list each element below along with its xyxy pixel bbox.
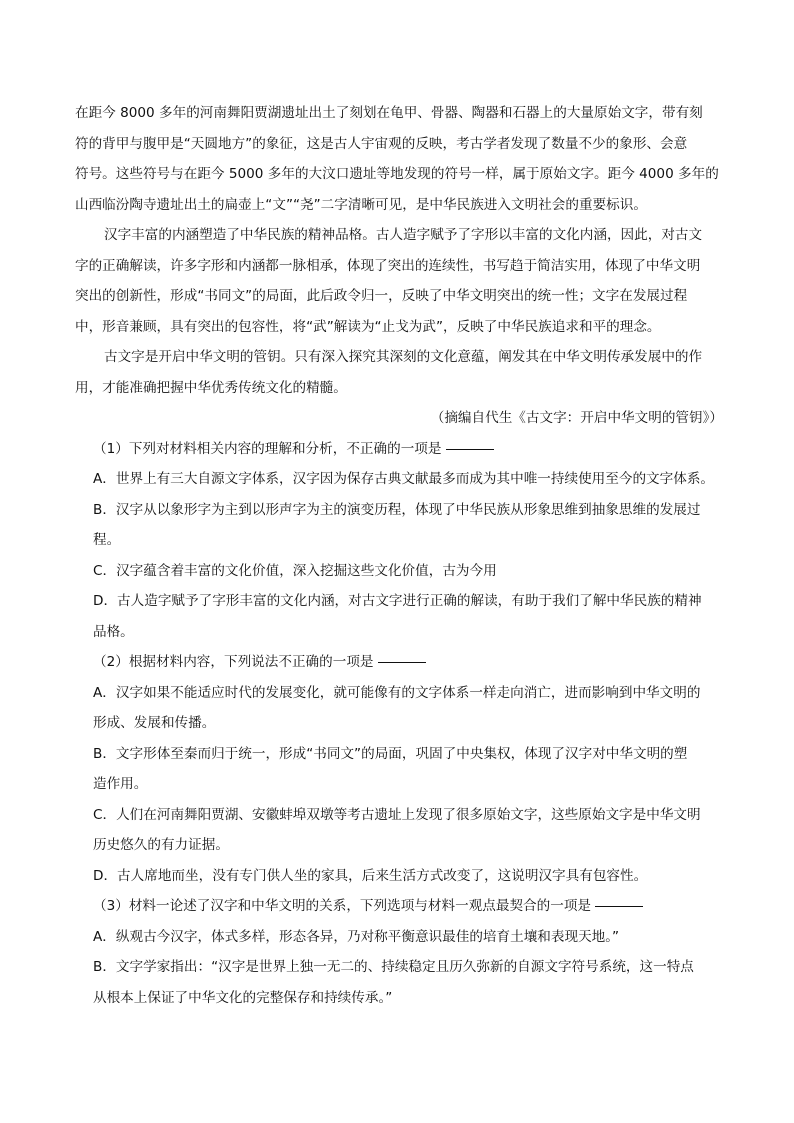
option-a-cont: 形成、发展和传播。 [93,715,216,731]
option-b: B．文字形体至秦而归于统一，形成“书同文”的局面，巩固了中央集权，体现了汉字对中华文明的塑 [93,745,688,762]
text-line: 古文字是开启中华文明的管钥。只有深入探究其深刻的文化意蕴，阐发其在中华文明传承发展中的作 [104,349,703,365]
paragraph-2 [75,220,723,342]
text-line: 中，形音兼顾，具有突出的包容性，将“武”解读为“止戈为武”，反映了中华民族追求和平的理念。 [75,318,661,335]
option-b: B．文字学家指出：“汉字是世界上独一无二的、持续稳定且历久弥新的自源文字符号系统，这一特点 [93,959,694,975]
question-2 [75,647,723,891]
option-b-cont: 从根本上保证了中华文化的完整保存和持续传承。” [93,989,393,1006]
option-b: B．汉字从以象形字为主到以形声字为主的演变历程，体现了中华民族从形象思维到抽象思维的发展过 [93,501,701,518]
answer-blank[interactable] [378,661,426,663]
question-stem [75,891,723,922]
text-line: 汉字丰富的内涵塑造了中华民族的精神品格。古人造字赋予了字形以丰富的文化内涵，因此，对古文 [104,227,703,243]
option-c: C．人们在河南舞阳贾湖、安徽蚌埠双墩等考古遗址上发现了很多原始文字，这些原始文字是中华文明 [93,806,701,823]
question-1 [75,434,723,648]
text-line: 突出的创新性，形成“书同文”的局面，此后政令归一，反映了中华文明突出的统一性；文字在发展过程 [75,288,688,304]
text-line: 符的背甲与腹甲是“天圆地方”的象征，这是古人宇宙观的反映，考古学者发现了数量不少的象形、会意 [75,135,688,152]
option-d: D．古人造字赋予了字形丰富的文化内涵，对古文字进行正确的解读，有助于我们了解中华民族的精神 [93,593,702,609]
option-a: A．纵观古今汉字，体式多样，形态各异，乃对称平衡意识最佳的培育土壤和表现天地。” [93,928,620,945]
paragraph-3 [75,342,723,403]
text-line: 符号。这些符号与在距今 5000 多年的大汶口遗址等地发现的符号一样，属于原始文字。距今 4000 多年的 [75,166,719,182]
text-line: 在距今 8000 多年的河南舞阳贾湖遗址出土了刻划在龟甲、骨器、陶器和石器上的大量原始文字，带有刻 [75,105,703,121]
option-a: A．汉字如果不能适应时代的发展变化，就可能像有的文字体系一样走向消亡，进而影响到中华文明的 [93,684,701,701]
question-stem [75,434,723,465]
document-body [75,98,723,1013]
option-b-cont: 造作用。 [93,776,148,792]
paragraph-1 [75,98,723,220]
question-3 [75,891,723,1013]
option-a: A．世界上有三大自源文字体系，汉字因为保存古典文献最多而成为其中唯一持续使用至今的文字体系。 [93,471,715,487]
option-b-cont: 程。 [93,532,121,548]
option-d: D．古人席地而坐，没有专门供人坐的家具，后来生活方式改变了，这说明汉字具有包容性。 [93,867,648,884]
answer-blank[interactable] [446,448,494,450]
question-stem-text: （2）根据材料内容，下列说法不正确的一项是 [93,654,374,670]
option-d-cont: 品格。 [93,623,134,640]
question-stem-text: （3）材料一论述了汉字和中华文明的关系，下列选项与材料一观点最契合的一项是 [93,898,592,914]
text-line: 山西临汾陶寺遗址出土的扁壶上“文”“尧”二字清晰可见，是中华民族进入文明社会的重要标识。 [75,196,647,213]
text-line: 用，才能准确把握中华优秀传统文化的精髓。 [75,379,347,396]
question-stem [75,647,723,678]
text-line: 字的正确解读，许多字形和内涵都一脉相承，体现了突出的连续性，书写趋于简洁实用，体现了中华文明 [75,257,701,274]
source-citation: （摘编自代生《古文字：开启中华文明的管钥》） [430,410,723,426]
option-c-cont: 历史悠久的有力证据。 [93,837,229,853]
answer-blank[interactable] [595,905,643,907]
question-stem-text: （1）下列对材料相关内容的理解和分析，不正确的一项是 [93,440,442,457]
option-c: C．汉字蕴含着丰富的文化价值，深入挖掘这些文化价值，古为今用 [93,562,497,579]
